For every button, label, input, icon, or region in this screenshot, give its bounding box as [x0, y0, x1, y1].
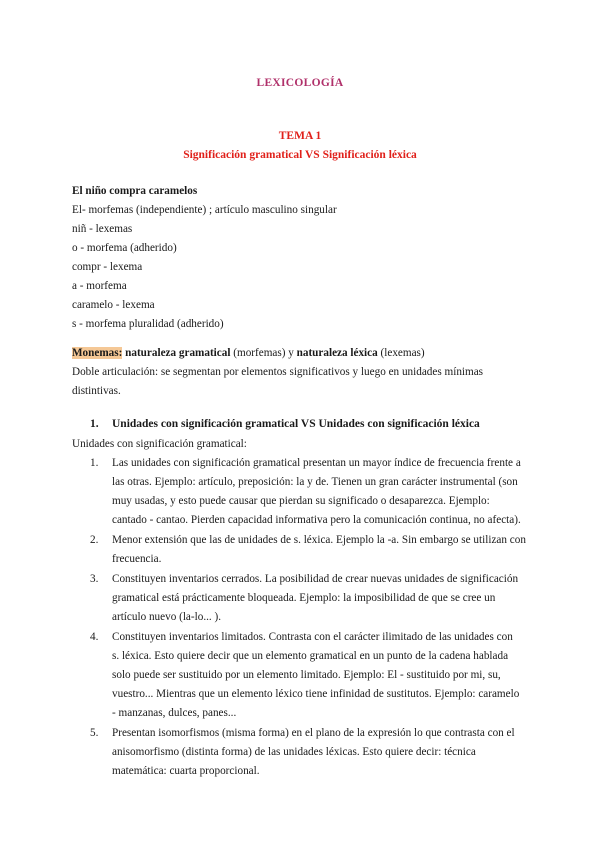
monemas-gramatical: naturaleza gramatical: [125, 347, 231, 359]
list-item-line: Constituyen inventarios cerrados. La posibilidad de crear nuevas unidades de significación: [112, 573, 519, 585]
list-item-number: 1.: [90, 457, 99, 469]
list-item-line: gramatical está prácticamente bloqueada. Ejemplo: la imposibilidad de que se cree un: [112, 592, 496, 604]
list-item-line: solo puede ser sustituido por un elemento limitado. Ejemplo: El - sustituido por mi, su,: [112, 669, 501, 681]
list-item-line: Menor extensión que las de unidades de s. léxica. Ejemplo la -a. Sin embargo se utilizan con: [112, 534, 526, 546]
list-item-line: artículo nuevo (la-lo... ).: [112, 611, 222, 623]
list-item: [90, 531, 535, 569]
monemas-block: [72, 344, 532, 401]
monemas-lexica: naturaleza léxica: [296, 347, 378, 359]
example-line: s - morfema pluralidad (adherido): [72, 318, 224, 330]
list-item-line: - manzanas, dulces, panes...: [112, 707, 237, 719]
document-title: LEXICOLOGÍA: [256, 77, 344, 89]
example-line: o - morfema (adherido): [72, 242, 177, 254]
example-line: a - morfema: [72, 280, 127, 292]
list-item: [90, 570, 535, 627]
list-item: [90, 454, 535, 530]
example-line: niñ - lexemas: [72, 223, 133, 235]
list-item: [90, 724, 535, 781]
monemas-line: [72, 344, 532, 363]
list-item-line: anisomorfismo (distinta forma) de las unidades léxicas. Esto quiere decir: técnica: [112, 746, 476, 758]
list-item-number: 2.: [90, 534, 99, 546]
section-intro: [72, 435, 532, 454]
list-item-line: Constituyen inventarios limitados. Contrasta con el carácter ilimitado de las unidades con: [112, 631, 513, 643]
list-item-line: matemática: cuarta proporcional.: [112, 765, 260, 777]
section-heading: [90, 418, 480, 430]
example-heading: El niño compra caramelos: [72, 185, 198, 197]
monemas-highlight: Monemas:: [72, 347, 123, 359]
monemas-line: distintivas.: [72, 385, 121, 397]
example-block: [72, 182, 532, 334]
example-line: caramelo - lexema: [72, 299, 155, 311]
monemas-text: (lexemas): [377, 347, 425, 359]
list-item-line: frecuencia.: [112, 553, 162, 565]
list-item-number: 3.: [90, 573, 99, 585]
list-item-line: cantado - cantao. Pierden capacidad informativa pero la comunicación continua, no afecta).: [112, 514, 521, 526]
section-title: Unidades con significación gramatical VS Unidades con significación léxica: [112, 418, 480, 430]
monemas-line: Doble articulación: se segmentan por elementos significativos y luego en unidades mínimas: [72, 366, 484, 378]
list-item-line: las otras. Ejemplo: artículo, preposición: la y de. Tienen un gran carácter instrumental (son: [112, 476, 518, 488]
list-item-line: vuestro... Mientras que un elemento léxico tiene infinidad de sustitutos. Ejemplo: caramelo: [112, 688, 520, 700]
section-intro-text: Unidades con significación gramatical:: [72, 438, 247, 450]
list-item-line: Las unidades con significación gramatical presentan un mayor índice de frecuencia frente a: [112, 457, 521, 469]
list-item: [90, 628, 535, 723]
example-line: compr - lexema: [72, 261, 143, 273]
example-line: El- morfemas (independiente) ; artículo masculino singular: [72, 204, 337, 216]
list-item-line: muy usadas, y esto puede causar que pierdan su significado o desaparezca. Ejemplo:: [112, 495, 490, 507]
tema-subtitle: Significación gramatical VS Significación léxica: [183, 149, 417, 161]
section-number: 1.: [90, 418, 99, 430]
list-item-number: 5.: [90, 727, 99, 739]
list-item-line: s. léxica. Esto quiere decir que un elemento gramatical en un punto de la cadena hablada: [112, 650, 509, 662]
monemas-text: (morfemas) y: [230, 347, 297, 359]
numbered-list: [90, 454, 535, 782]
tema-label: TEMA 1: [278, 130, 322, 142]
list-item-number: 4.: [90, 631, 99, 643]
list-item-line: Presentan isomorfismos (misma forma) en el plano de la expresión lo que contrasta con el: [112, 727, 515, 739]
